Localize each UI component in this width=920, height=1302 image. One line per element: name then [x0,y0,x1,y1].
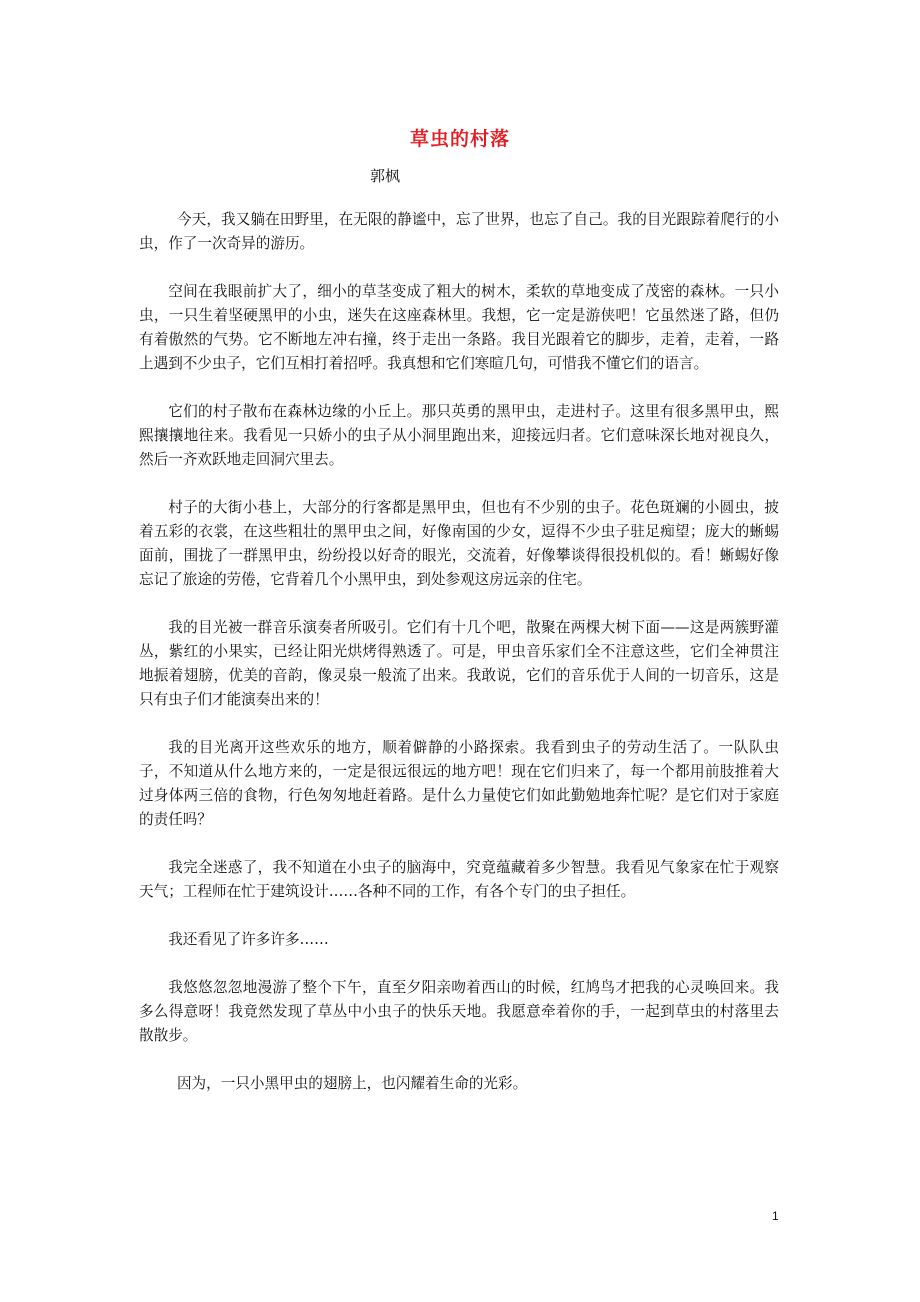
paragraph: 村子的大街小巷上，大部分的行客都是黑甲虫，但也有不少别的虫子。花色斑斓的小圆虫，披着五彩的衣裳，在这些粗壮的黑甲虫之间，好像南国的少女，逗得不少虫子驻足痴望；庞大的蜥蜴面前，围拢了一群黑甲虫，纷纷投以好奇的眼光，交流着，好像攀谈得很投机似的。看！蜥蜴好像忘记了旅途的劳倦，它背着几个小黑甲虫，到处参观这房远亲的住宅。 [139,499,779,588]
page-number: 1 [772,1209,779,1223]
paragraph: 因为，一只小黑甲虫的翅膀上，也闪耀着生命的光彩。 [176,1075,528,1092]
document-title: 草虫的村落 [409,128,510,150]
paragraph: 我的目光离开这些欢乐的地方，顺着僻静的小路探索。我看到虫子的劳动生活了。一队队虫子，不知道从什么地方来的，一定是很远很远的地方吧！现在它们归来了，每一个都用前肢推着大过身体两三倍的食物，行色匆匆地赶着路。是什么力量使它们如此勤勉地奔忙呢？是它们对于家庭的责任吗？ [139,739,779,828]
paragraph: 空间在我眼前扩大了，细小的草茎变成了粗大的树木，柔软的草地变成了茂密的森林。一只小虫，一只生着坚硬黑甲的小虫，迷失在这座森林里。我想，它一定是游侠吧！它虽然迷了路，但仍有着傲然的气势。它不断地左冲右撞，终于走出一条路。我目光跟着它的脚步，走着，走着，一路上遇到不少虫子，它们互相打着招呼。我真想和它们寒暄几句，可惜我不懂它们的语言。 [139,283,779,372]
paragraph: 它们的村子散布在森林边缘的小丘上。那只英勇的黑甲虫，走进村子。这里有很多黑甲虫，熙熙攘攘地往来。我看见一只娇小的虫子从小洞里跑出来，迎接远归者。它们意味深长地对视良久，然后一齐欢跃地走回洞穴里去。 [139,403,779,468]
author-name: 郭枫 [370,167,401,185]
paragraph: 我完全迷惑了，我不知道在小虫子的脑海中，究竟蕴藏着多少智慧。我看见气象家在忙于观察天气；工程师在忙于建筑设计……各种不同的工作，有各个专门的虫子担任。 [139,859,779,900]
paragraph: 我悠悠忽忽地漫游了整个下午，直至夕阳亲吻着西山的时候，红鸠鸟才把我的心灵唤回来。我多么得意呀！我竟然发现了草丛中小虫子的快乐天地。我愿意牵着你的手，一起到草虫的村落里去散散步。 [139,979,779,1044]
paragraph: 我还看见了许多许多…… [168,931,329,948]
paragraph: 今天，我又躺在田野里，在无限的静谧中，忘了世界，也忘了自己。我的目光跟踪着爬行的小虫，作了一次奇异的游历。 [139,211,779,252]
article-body [139,208,779,1096]
paragraph: 我的目光被一群音乐演奏者所吸引。它们有十几个吧，散聚在两棵大树下面——这是两簇野灌丛，紫红的小果实，已经让阳光烘烤得熟透了。可是，甲虫音乐家们全不注意这些，它们全神贯注地振着翅膀，优美的音韵，像灵泉一般流了出来。我敢说，它们的音乐优于人间的一切音乐，这是只有虫子们才能演奏出来的！ [139,619,779,708]
